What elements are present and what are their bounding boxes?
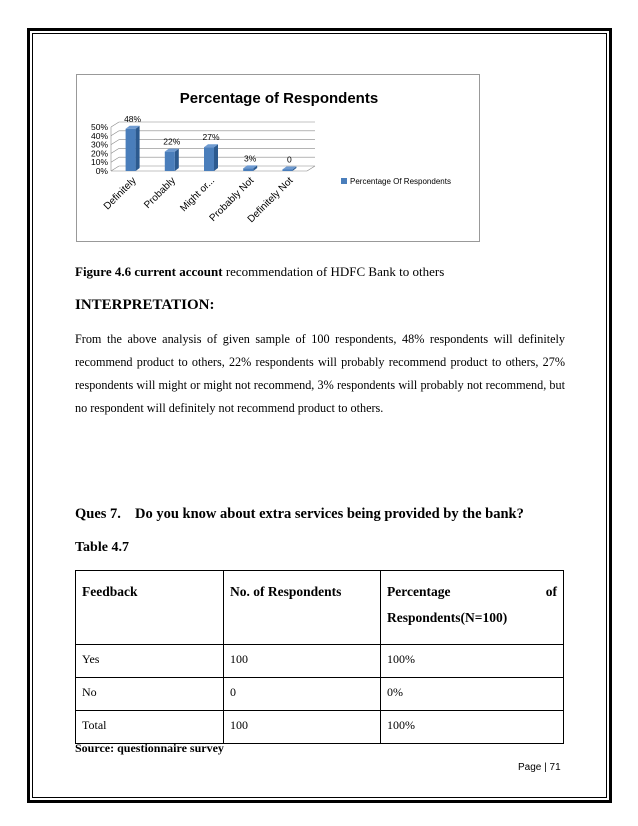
question-number: Ques 7. — [75, 506, 121, 522]
table-row — [76, 678, 564, 711]
header-pct-word2: of — [545, 584, 557, 599]
gridline-side — [111, 122, 119, 127]
bar — [165, 152, 175, 171]
chart-container — [76, 74, 480, 242]
bar — [282, 170, 292, 172]
data-label: 27% — [202, 132, 220, 143]
header-count: No. of Respondents — [224, 571, 381, 645]
cell-feedback: No — [76, 678, 224, 711]
bar-side — [136, 126, 140, 171]
interpretation-heading: INTERPRETATION: — [75, 297, 215, 313]
chart-title: Percentage of Respondents — [179, 90, 379, 107]
figure-caption-rest: recommendation of HDFC Bank to others — [222, 264, 445, 279]
cell-pct: 0% — [381, 678, 564, 711]
cell-pct: 100% — [381, 645, 564, 678]
table-row — [76, 645, 564, 678]
bar — [204, 147, 214, 171]
y-tick-label: 50% — [90, 122, 108, 132]
data-label: 0 — [287, 154, 292, 165]
y-tick-label: 10% — [90, 157, 108, 168]
legend-swatch — [341, 178, 347, 184]
gridline-side — [111, 166, 119, 171]
cell-count: 100 — [224, 645, 381, 678]
question-text: Do you know about extra services being provided by the bank? — [135, 506, 524, 522]
table-header-row — [76, 571, 564, 645]
y-tick-label: 0% — [95, 166, 108, 176]
cell-pct: 100% — [381, 711, 564, 744]
header-pct-word1: Percentage — [387, 584, 451, 599]
gridline-side — [111, 131, 119, 136]
data-label: 3% — [244, 153, 257, 164]
header-percentage — [381, 571, 564, 645]
category-label: Definitely — [101, 175, 139, 213]
cell-count: 100 — [224, 711, 381, 744]
cell-feedback: Total — [76, 711, 224, 744]
figure-caption — [75, 264, 444, 280]
question-7 — [75, 506, 524, 523]
cell-count: 0 — [224, 678, 381, 711]
table-row — [76, 711, 564, 744]
category-label: Definitely Not — [245, 175, 296, 226]
y-tick-label: 20% — [90, 148, 108, 159]
category-label: Probably Not — [207, 175, 257, 225]
table-title: Table 4.7 — [75, 540, 129, 555]
cell-feedback: Yes — [76, 645, 224, 678]
bar-chart — [77, 75, 481, 243]
y-tick-label: 30% — [90, 139, 108, 150]
bar — [126, 129, 136, 171]
data-label: 48% — [124, 113, 142, 124]
bar-side — [175, 149, 179, 171]
legend-label: Percentage Of Respondents — [350, 177, 451, 186]
header-feedback: Feedback — [76, 571, 224, 645]
source-note: Source: questionnaire survey — [75, 741, 224, 755]
data-label: 22% — [163, 136, 181, 147]
gridline-side — [111, 140, 119, 145]
category-label: Might or... — [178, 175, 218, 215]
bar — [243, 168, 253, 171]
responses-table — [75, 570, 564, 744]
gridline-side — [111, 148, 119, 153]
floor-edge — [307, 166, 315, 171]
header-pct-line2: Respondents(N=100) — [387, 610, 508, 625]
page-number: Page | 71 — [518, 762, 561, 773]
gridline-side — [111, 157, 119, 162]
figure-caption-bold: Figure 4.6 current account — [75, 264, 223, 279]
bar-side — [214, 144, 218, 171]
interpretation-text: From the above analysis of given sample of 100 respondents, 48% respondents will definitely recommend product to others, 22% respondents will probably recommend product to others, 27% respondents will might or might not recommend, 3% respondents will probably not recommend, but no respondent will definitely not recommend product to others. — [75, 332, 565, 415]
category-label: Probably — [142, 175, 178, 212]
y-tick-label: 40% — [90, 130, 108, 141]
